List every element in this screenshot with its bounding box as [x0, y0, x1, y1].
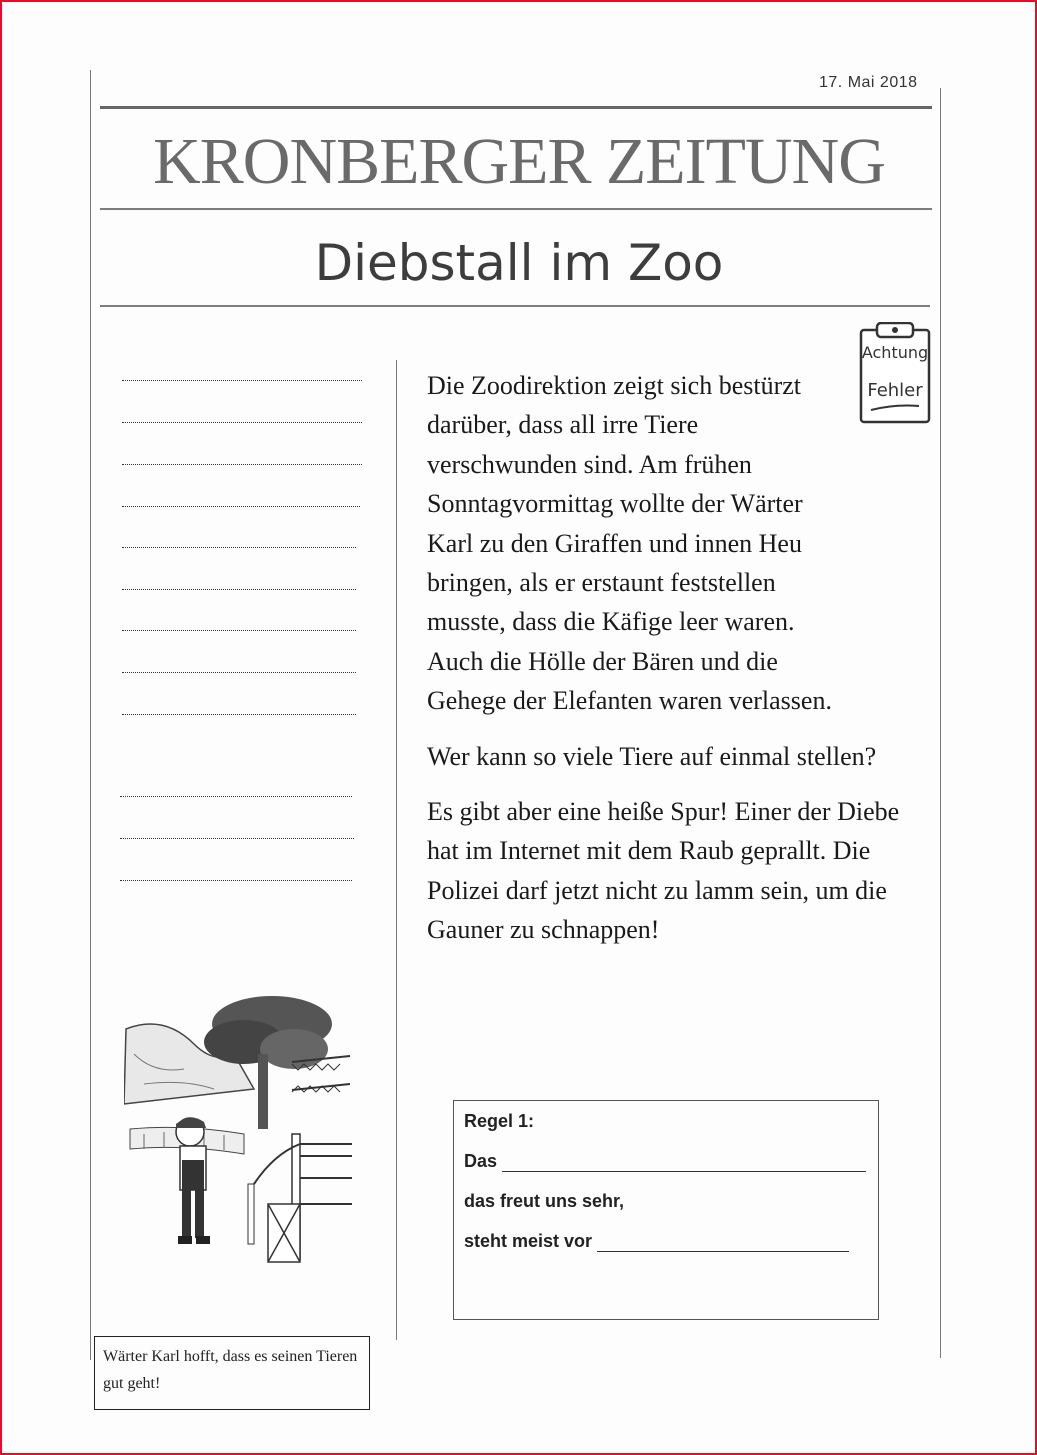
article-body: [427, 366, 927, 966]
article-paragraph-3: Es gibt aber eine heiße Spur! Einer der Diebe hat im Internet mit dem Raub geprallt. Die Polizei darf jetzt nicht zu lamm sein, um die Gauner zu schnappen!: [427, 797, 900, 945]
write-line[interactable]: [122, 672, 356, 673]
write-line[interactable]: [122, 589, 356, 590]
rule-line-2: das freut uns sehr,: [464, 1191, 625, 1211]
masthead-top-rule: [100, 106, 932, 109]
newspaper-sheet: [4, 4, 1033, 1451]
rule-blank-1[interactable]: [502, 1153, 866, 1172]
issue-date: 17. Mai 2018: [819, 74, 918, 91]
image-caption: Wärter Karl hofft, dass es seinen Tieren gut geht!: [94, 1336, 370, 1410]
write-line[interactable]: [122, 422, 362, 423]
write-line[interactable]: [122, 464, 362, 465]
write-line[interactable]: [122, 506, 360, 507]
rule-line-1-prefix: Das: [464, 1151, 498, 1171]
write-line[interactable]: [122, 630, 356, 631]
badge-line2: Fehler: [867, 380, 923, 401]
newspaper-masthead: KRONBERGER ZEITUNG: [153, 125, 885, 198]
rule-line-3-prefix: steht meist vor: [464, 1231, 593, 1251]
column-divider: [396, 360, 397, 1340]
write-line[interactable]: [120, 796, 352, 797]
write-line[interactable]: [122, 380, 362, 381]
rule-line-3: [464, 1231, 849, 1252]
left-page-border: [90, 70, 91, 1360]
rule-box: [453, 1100, 879, 1320]
rule-line-1: [464, 1151, 866, 1172]
write-line[interactable]: [120, 880, 352, 881]
zookeeper-illustration: [124, 994, 356, 1269]
article-paragraph-2: Wer kann so viele Tiere auf einmal stellen?: [427, 741, 877, 771]
masthead-bottom-rule: [100, 208, 932, 210]
rule-title: Regel 1:: [464, 1111, 535, 1131]
write-line[interactable]: [122, 714, 356, 715]
right-page-border: [940, 88, 941, 1358]
rule-blank-2[interactable]: [597, 1233, 849, 1252]
write-line[interactable]: [120, 838, 354, 839]
write-line[interactable]: [122, 547, 356, 548]
article-paragraph-1: Die Zoodirektion zeigt sich bestürzt darüber, dass all irre Tiere verschwunden sind. Am frühen Sonntagvormittag wollte der Wärter Karl zu den Giraffen und innen Heu bringen, als er erstaunt feststellen musste, dass die Käfige leer waren. Auch die Hölle der Bären und die Gehege der Elefanten waren verlassen.: [427, 371, 832, 716]
article-headline: Diebstall im Zoo: [314, 234, 724, 292]
badge-line1: Achtung: [861, 343, 929, 362]
headline-bottom-rule: [100, 305, 930, 307]
